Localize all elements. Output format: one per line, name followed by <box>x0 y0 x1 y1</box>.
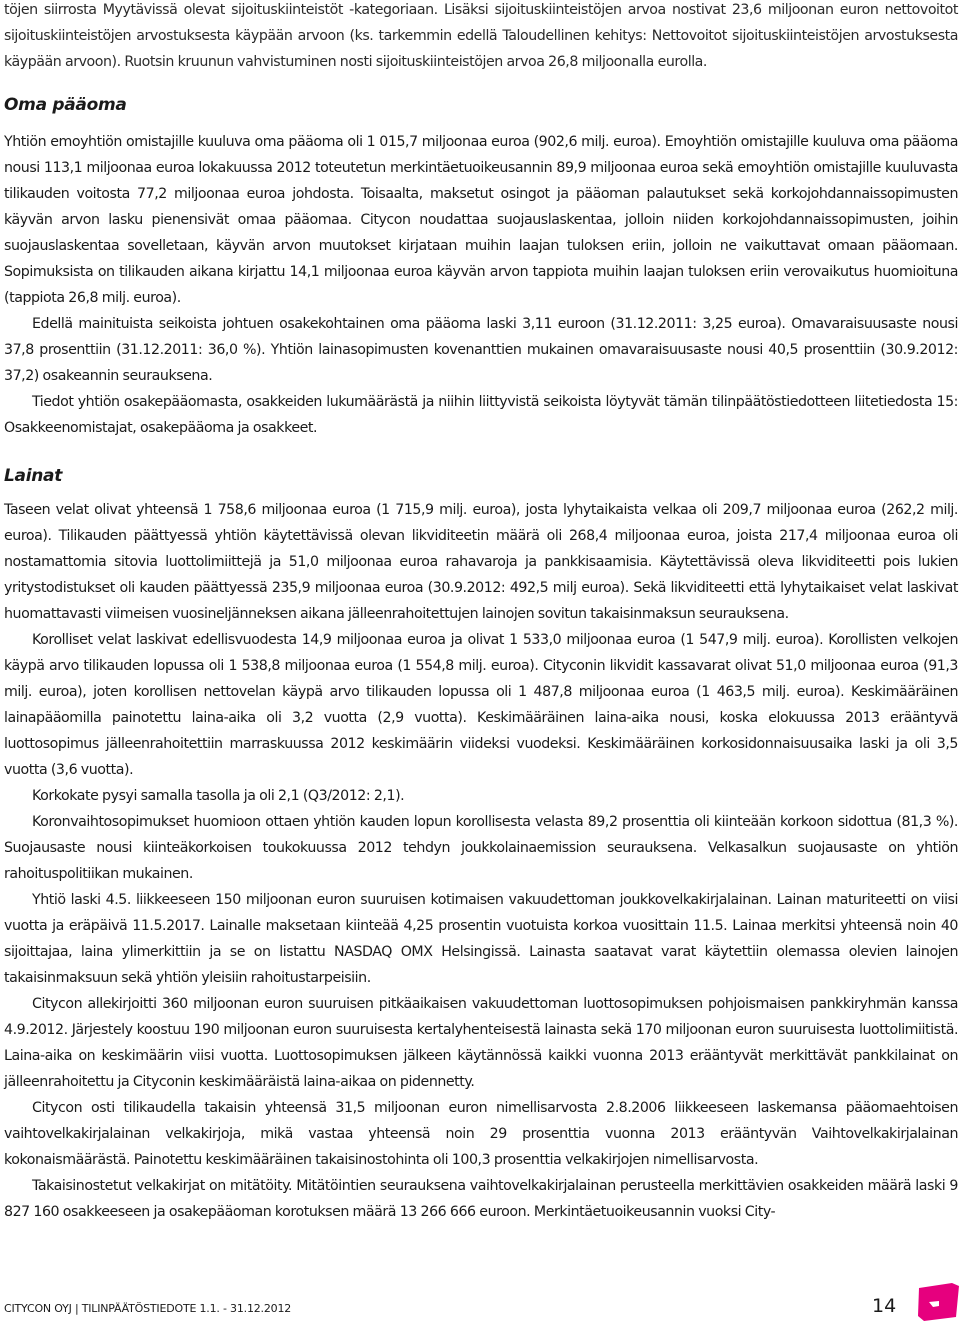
document-page <box>4 0 958 1225</box>
page-number: 14 <box>872 1295 897 1317</box>
lainat-paragraph-8: Takaisinostetut velkakirjat on mitätöity. Mitätöintien seurauksena vaihtovelkakirjalainan perusteella merkittävien osakkeiden määrä laski 9 827 160 osakkeeseen ja osakepääoman korotuksen määrä 13 266 666 euroon. Merkintäetuoikeusannin vuoksi City- <box>4 1178 958 1220</box>
lainat-paragraph-3: Korkokate pysyi samalla tasolla ja oli 2,1 (Q3/2012: 2,1). <box>32 788 405 804</box>
lainat-paragraph-7: Citycon osti tilikaudella takaisin yhteensä 31,5 miljoonan euron nimellisarvosta 2.8.2006 liikkeeseen laskemansa pääomaehtoisen vaihtovelkakirjalainan velkakirjoja, mikä vastaa yhteensä noin 29 prosenttia vuonna 2013 erääntyvän Vaihtovelkakirjalainan kokonaismäärästä. Painotettu keskimääräinen takaisinostohinta oli 100,3 prosenttia velkakirjojen nimellisarvosta. <box>4 1100 958 1168</box>
section-heading-lainat: Lainat <box>4 466 63 486</box>
intro-paragraph: töjen siirrosta Myytävissä olevat sijoituskiinteistöt -kategoriaan. Lisäksi sijoituskiinteistöjen arvoa nostivat 23,6 miljoonan euron nettovoitot sijoituskiinteistöjen arvostuksesta käypään arvoon (ks. tarkemmin edellä Taloudellinen kehitys: Nettovoitot sijoituskiinteistöjen arvostuksesta käypään arvoon). Ruotsin kruunun vahvistuminen nosti sijoituskiinteistöjen arvoa 26,8 miljoonalla eurolla. <box>4 2 958 70</box>
footer-company-title: CITYCON OYJ | TILINPÄÄTÖSTIEDOTE 1.1. - 31.12.2012 <box>4 1302 292 1315</box>
lainat-paragraph-5: Yhtiö laski 4.5. liikkeeseen 150 miljoonan euron suuruisen kotimaisen vakuudettoman joukkovelkakirjalainan. Lainan maturiteetti on viisi vuotta ja eräpäivä 11.5.2017. Lainalle maksetaan kiinteää 4,25 prosentin vuotuista korkoa vuosittain 11.5. Lainaa merkitsi yhteensä noin 40 sijoittajaa, laina ylimerkittiin ja se on listattu NASDAQ OMX Helsingissä. Lainasta saatavat varat käytettiin olemassa olevien lainojen takaisinmaksuun sekä yhtiön yleisiin rahoitustarpeisiin. <box>4 892 958 986</box>
lainat-paragraph-1: Taseen velat olivat yhteensä 1 758,6 miljoonaa euroa (1 715,9 milj. euroa), josta lyhytaikaista velkaa oli 209,7 miljoonaa euroa (262,2 milj. euroa). Tilikauden päättyessä yhtiön käytettävissä olevan likviditeetin määrä oli 268,4 miljoonaa euroa, joista 217,4 miljoonaa euroa oli nostamattomia sitovia luottolimiittejä ja 51,0 miljoonaa euroa rahavaroja ja pankkisaamisia. Käytettävissä oleva likviditeetti pois lukien yritystodistukset oli kauden päättyessä 235,9 miljoonaa euroa (30.9.2012: 492,5 milj euroa). Sekä likviditeetti että lyhytaikaiset velat laskivat huomattavasti viimeisen vuosineljänneksen aikana jälleenrahoitettujen lainojen sovitun takaisinmaksun seurauksena. <box>4 502 958 622</box>
oma-paaoma-paragraph-3: Tiedot yhtiön osakepääomasta, osakkeiden lukumäärästä ja niihin liittyvistä seikoista löytyvät tämän tilinpäätöstiedotteen liitetiedosta 15: Osakkeenomistajat, osakepääoma ja osakkeet. <box>4 394 958 436</box>
lainat-paragraph-6: Citycon allekirjoitti 360 miljoonan euron suuruisen pitkäaikaisen vakuudettoman luottosopimuksen pohjoismaisen pankkiryhmän kanssa 4.9.2012. Järjestely koostuu 190 miljoonan euron suuruisesta kertalyhenteisestä lainasta sekä 170 miljoonan euron suuruisesta luottolimiitistä. Laina-aika on keskimäärin viisi vuotta. Luottosopimuksen jälkeen käytännössä kaikki vuonna 2013 erääntyvät merkittävät pankkilainat on jälleenrahoitettu ja Cityconin keskimääräistä laina-aikaa on pidennetty. <box>4 996 958 1090</box>
oma-paaoma-paragraph-1: Yhtiön emoyhtiön omistajille kuuluva oma pääoma oli 1 015,7 miljoonaa euroa (902,6 milj. euroa). Emoyhtiön omistajille kuuluva oma pääoma nousi 113,1 miljoonaa euroa lokakuussa 2012 toteutetun merkintäetuoikeusannin 89,9 miljoonaa euroa sekä emoyhtiön omistajille kuuluvasta tilikauden voitosta 77,2 miljoonaa euroa johdosta. Toisaalta, maksetut osingot ja pääoman palautukset sekä korkojohdannaissopimusten käyvän arvon lasku pienensivät omaa pääomaa. Citycon noudattaa suojauslaskentaa, jolloin niiden korkojohdannaissopimusten, joihin suojauslaskentaa sovelletaan, käyvän arvon muutokset kirjataan muihin laajan tuloksen eriin, jolloin ne vaikuttavat omaan pääomaan. Sopimuksista on tilikauden aikana kirjattu 14,1 miljoonaa euroa käyvän arvon tappiota muihin laajan tuloksen eriin verovaikutus huomioituna (tappiota 26,8 milj. euroa). <box>4 134 958 306</box>
oma-paaoma-paragraph-2: Edellä mainituista seikoista johtuen osakekohtainen oma pääoma laski 3,11 euroon (31.12.2011: 3,25 euroa). Omavaraisuusaste nousi 37,8 prosenttiin (31.12.2011: 36,0 %). Yhtiön lainasopimusten kovenanttien mukainen omavaraisuusaste nousi 40,5 prosenttiin (30.9.2012: 37,2) osakeannin seurauksena. <box>4 316 958 384</box>
section-heading-oma-paaoma: Oma pääoma <box>4 95 127 115</box>
lainat-paragraph-2: Korolliset velat laskivat edellisvuodesta 14,9 miljoonaa euroa ja olivat 1 533,0 miljoonaa euroa (1 547,9 milj. euroa). Korollisten velkojen käypä arvo tilikauden lopussa oli 1 538,8 miljoonaa euroa (1 554,8 milj. euroa). Cityconin likvidit kassavarat olivat 51,0 miljoonaa euroa (91,3 milj. euroa), joten korollisen nettovelan käypä arvo tilikauden lopussa oli 1 487,8 miljoonaa euroa (1 463,5 milj. euroa). Keskimääräinen lainapääomilla painotettu laina-aika oli 3,2 vuotta (2,9 vuotta). Keskimääräinen laina-aika nousi, koska elokuussa 2013 erääntyvä luottosopimus jälleenrahoitettiin marraskuussa 2012 keskimäärin viideksi vuodeksi. Keskimääräinen korkosidonnaisuusaika laski ja oli 3,5 vuotta (3,6 vuotta). <box>4 632 958 778</box>
citycon-logo-mark-icon <box>916 1282 960 1322</box>
lainat-paragraph-4: Koronvaihtosopimukset huomioon ottaen yhtiön kauden lopun korollisesta velasta 89,2 prosenttia oli kiinteään korkoon sidottua (81,3 %). Suojausaste nousi kiinteäkorkoisen toukokuussa 2012 tehdyn joukkolainaemission seurauksena. Velkasalkun suojausaste on yhtiön rahoituspolitiikan mukainen. <box>4 814 958 882</box>
